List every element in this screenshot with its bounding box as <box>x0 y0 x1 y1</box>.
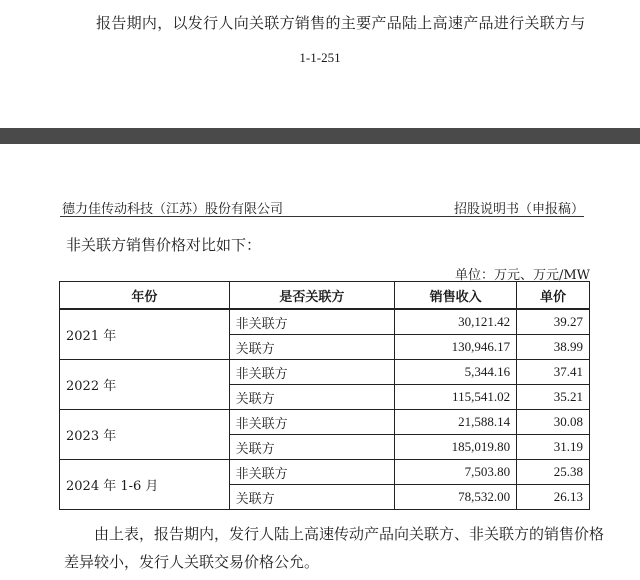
revenue-cell: 21,588.14 <box>395 410 517 435</box>
year-cell: 2023 年 <box>60 410 230 460</box>
conclusion-text: 由上表，报告期内，发行人陆上高速传动产品向关联方、非关联方的销售价格差异较小，发行人关联交易价格公允。 <box>64 525 605 571</box>
unit-label: 单位：万元、万元/MW <box>454 268 590 283</box>
conclusion-paragraph <box>64 520 604 576</box>
revenue-cell: 30,121.42 <box>395 309 517 335</box>
header-divider <box>60 216 584 217</box>
revenue-cell: 7,503.80 <box>395 460 517 485</box>
page-number: 1-1-251 <box>299 50 341 65</box>
header-price: 单价 <box>517 282 590 310</box>
price-cell: 26.13 <box>517 485 590 510</box>
type-cell: 非关联方 <box>229 460 395 485</box>
revenue-cell: 185,019.80 <box>395 435 517 460</box>
document-title: 招股说明书（申报稿） <box>453 202 584 217</box>
table-row <box>60 410 590 435</box>
year-cell: 2022 年 <box>60 360 230 410</box>
year-cell: 2021 年 <box>60 309 230 360</box>
table-header-row <box>60 282 590 310</box>
type-cell: 非关联方 <box>229 410 395 435</box>
price-cell: 39.27 <box>517 309 590 335</box>
type-cell: 关联方 <box>229 385 395 410</box>
page-separator <box>0 128 640 144</box>
table-row <box>60 460 590 485</box>
price-cell: 31.19 <box>517 435 590 460</box>
header-year: 年份 <box>60 282 230 310</box>
type-cell: 关联方 <box>229 485 395 510</box>
revenue-cell: 78,532.00 <box>395 485 517 510</box>
intro-text: 非关联方销售价格对比如下： <box>66 236 262 254</box>
price-cell: 38.99 <box>517 335 590 360</box>
header-revenue: 销售收入 <box>395 282 517 310</box>
type-cell: 关联方 <box>229 435 395 460</box>
price-comparison-table <box>59 281 590 510</box>
type-cell: 关联方 <box>229 335 395 360</box>
price-cell: 30.08 <box>517 410 590 435</box>
table-row <box>60 360 590 385</box>
header-related: 是否关联方 <box>229 282 395 310</box>
type-cell: 非关联方 <box>229 309 395 335</box>
company-name: 德力佳传动科技（江苏）股份有限公司 <box>62 202 284 217</box>
price-cell: 37.41 <box>517 360 590 385</box>
type-cell: 非关联方 <box>229 360 395 385</box>
previous-page-text: 报告期内，以发行人向关联方销售的主要产品陆上高速产品进行关联方与 <box>96 14 586 32</box>
year-cell: 2024 年 1-6 月 <box>60 460 230 510</box>
revenue-cell: 5,344.16 <box>395 360 517 385</box>
price-cell: 35.21 <box>517 385 590 410</box>
previous-page-fragment <box>0 0 640 130</box>
revenue-cell: 115,541.02 <box>395 385 517 410</box>
revenue-cell: 130,946.17 <box>395 335 517 360</box>
price-cell: 25.38 <box>517 460 590 485</box>
table-row <box>60 309 590 335</box>
